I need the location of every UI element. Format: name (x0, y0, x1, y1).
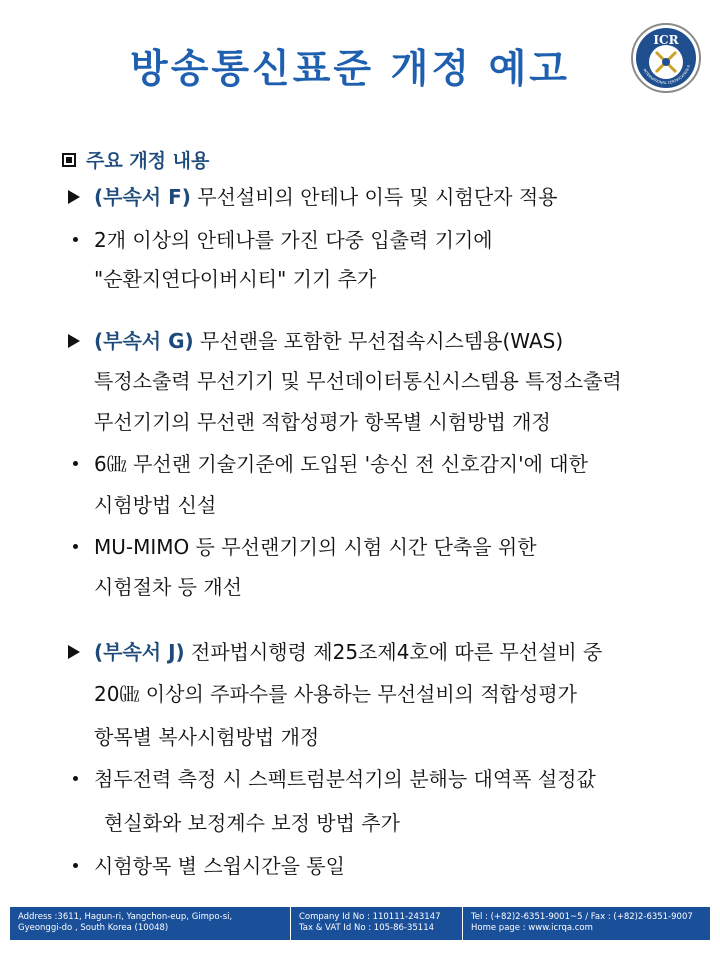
page-title: 방송통신표준 개정 예고 (130, 47, 570, 92)
item-j-line: (부속서 J) 전파법시행령 제25조제4호에 따른 무선설비 중 (94, 640, 603, 664)
item-g-cont: 특정소출력 무선기기 및 무선데이터통신시스템용 특정소출력 (94, 369, 622, 393)
bullet-line: 시험절차 등 개선 (94, 575, 242, 599)
icr-logo (630, 22, 702, 94)
bullet-line: 첨두전력 측정 시 스펙트럼분석기의 분해능 대역폭 설정값 (94, 767, 596, 791)
footer-tel: Tel : (+82)2-6351-9001~5 / Fax : (+82)2-6351-9007 (471, 912, 693, 922)
annex-tag: (부속서 G) (94, 329, 194, 353)
logo-ring-text: INTERNATIONAL CERTIFICATION R (642, 64, 692, 86)
section-heading (62, 146, 209, 173)
bullet-dot-icon (73, 863, 78, 868)
section-heading-text: 주요 개정 내용 (86, 150, 210, 172)
footer-homepage[interactable]: Home page : www.icrqa.com (471, 923, 593, 933)
item-g-line: (부속서 G) 무선랜을 포함한 무선접속시스템용(WAS) (94, 329, 564, 353)
bullet-line: "순환지연다이버시티" 기기 추가 (94, 267, 377, 291)
triangle-bullet-icon (68, 645, 80, 659)
bullet-line: 6㎓ 무선랜 기술기준에 도입된 '송신 전 신호감지'에 대한 (94, 452, 588, 476)
bullet-dot-icon (73, 461, 78, 466)
item-j-cont: 20㎓ 이상의 주파수를 사용하는 무선설비의 적합성평가 (94, 682, 577, 706)
square-bullet-icon (62, 153, 76, 167)
logo-text: ICR (653, 33, 679, 47)
bullet-dot-icon (73, 544, 78, 549)
triangle-bullet-icon (68, 190, 80, 204)
item-j-cont: 항목별 복사시험방법 개정 (94, 725, 320, 749)
footer-address: Address :3611, Hagun-ri, Yangchon-eup, Gimpo-si, Gyeonggi-do , South Korea (10048) (18, 912, 233, 933)
bullet-line: 현실화와 보정계수 보정 방법 추가 (104, 811, 400, 835)
item-g-cont: 무선기기의 무선랜 적합성평가 항목별 시험방법 개정 (94, 410, 551, 434)
bullet-line: 시험항목 별 스윕시간을 통일 (94, 854, 345, 878)
bullet-line: 시험방법 신설 (94, 493, 217, 517)
footer-company-ids: Company Id No : 110111-243147 Tax & VAT Id No : 105-86-35114 (290, 907, 462, 940)
bullet-line: MU-MIMO 등 무선랜기기의 시험 시간 단축을 위한 (94, 535, 537, 559)
bullet-dot-icon (73, 776, 78, 781)
bullet-dot-icon (73, 237, 78, 242)
footer-bar (10, 907, 710, 940)
triangle-bullet-icon (68, 334, 80, 348)
footer-contact (462, 907, 710, 940)
bullet-line: 2개 이상의 안테나를 가진 다중 입출력 기기에 (94, 228, 493, 252)
annex-tag: (부속서 J) (94, 640, 185, 664)
annex-tag: (부속서 F) (94, 185, 191, 209)
item-f-line: (부속서 F) 무선설비의 안테나 이득 및 시험단자 적용 (94, 185, 558, 209)
